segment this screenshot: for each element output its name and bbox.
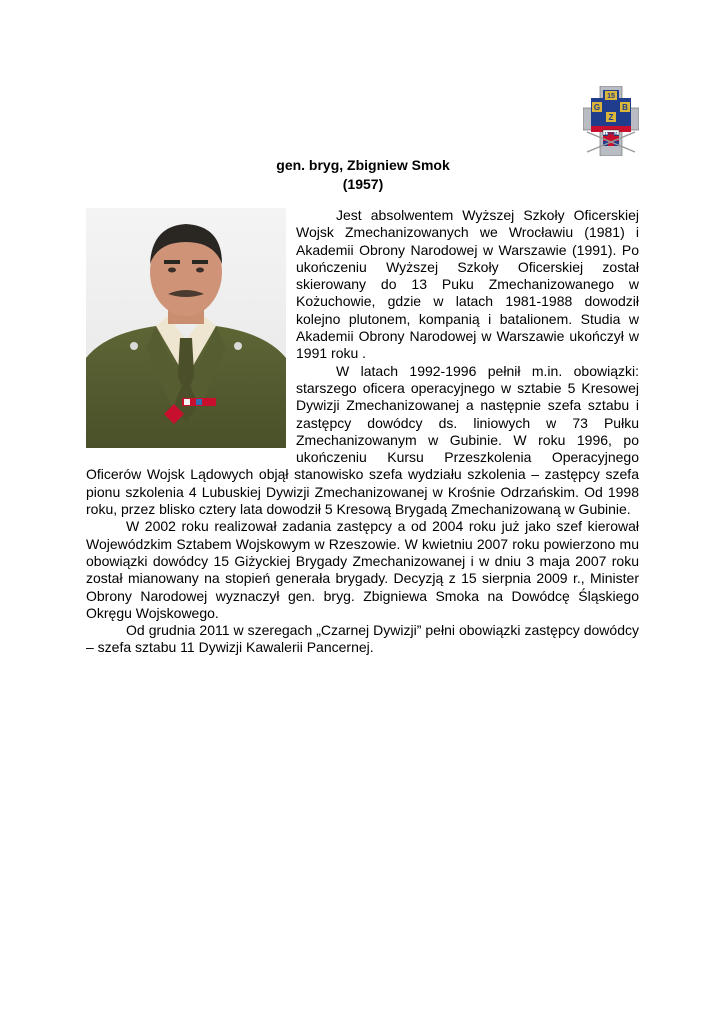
paragraph-4: Od grudnia 2011 w szeregach „Czarnej Dywizji” pełni obowiązki zastępcy dowódcy – szefa sztabu 11 Dywizji Kawalerii Pancernej. — [86, 622, 639, 656]
birth-year: (1957) — [342, 176, 384, 192]
page-title — [250, 156, 476, 194]
emblem-number: 15 — [607, 93, 615, 100]
paragraph-2: W latach 1992-1996 pełnił m.in. obowiązki: starszego oficera operacyjnego w sztabie 5 Kresowej Dywizji Zmechanizowanej a następnie szefa sztabu i zastępcy dowódcy ds. liniowych w 73 Pułku Zmechanizowanym w Gubinie. W roku 1996, po ukończeniu Kursu Przeszkolenia Operacyjnego Oficerów Wojsk Lądowych objął stanowisko szefa wydziału szkolenia – zastępcy szefa pionu szkolenia 4 Lubuskiej Dywizji Zmechanizowanej w Krośnie Odrzańskim. Od 1998 roku, przez blisko cztery lata dowodził 5 Kresową Brygadą Zmechanizowaną w Gubinie. — [86, 362, 639, 518]
biography-text — [86, 207, 639, 657]
portrait-photo — [86, 208, 286, 448]
emblem-letter-g: G — [593, 103, 601, 112]
paragraph-3: W 2002 roku realizował zadania zastępcy a od 2004 roku już jako szef kierował Wojewódzkim Sztabem Wojskowym w Rzeszowie. W kwietniu 2007 roku powierzono mu obowiązki dowódcy 15 Giżyckiej Brygady Zmechanizowanej i w dniu 3 maja 2007 roku został mianowany na stopień generała brygady. Decyzją z 15 sierpnia 2009 r., Minister Obrony Narodowej wyznaczył gen. bryg. Zbigniewa Smoka na Dowódcę Śląskiego Okręgu Wojskowego. — [86, 518, 639, 621]
paragraph-1: Jest absolwentem Wyższej Szkoły Oficerskiej Wojsk Zmechanizowanych we Wrocławiu (1981) i Akademii Obrony Narodowej w Warszawie (1991). Po ukończeniu Wyższej Szkoły Oficerskiej został skierowany do 13 Puku Zmechanizowanego w Kożuchowie, gdzie w latach 1981-1988 dowodził kolejno plutonem, kompanią i batalionem. Studia w Akademii Obrony Narodowej w Warszawie ukończył w 1991 roku . — [296, 207, 639, 362]
emblem-letter-b: B — [622, 103, 628, 112]
emblem-letter-z: Z — [608, 113, 614, 122]
person-name: gen. bryg, Zbigniew Smok — [276, 157, 450, 173]
emblem-ribbon-text: 15GBZ — [604, 130, 618, 136]
brigade-emblem-icon — [583, 86, 639, 156]
